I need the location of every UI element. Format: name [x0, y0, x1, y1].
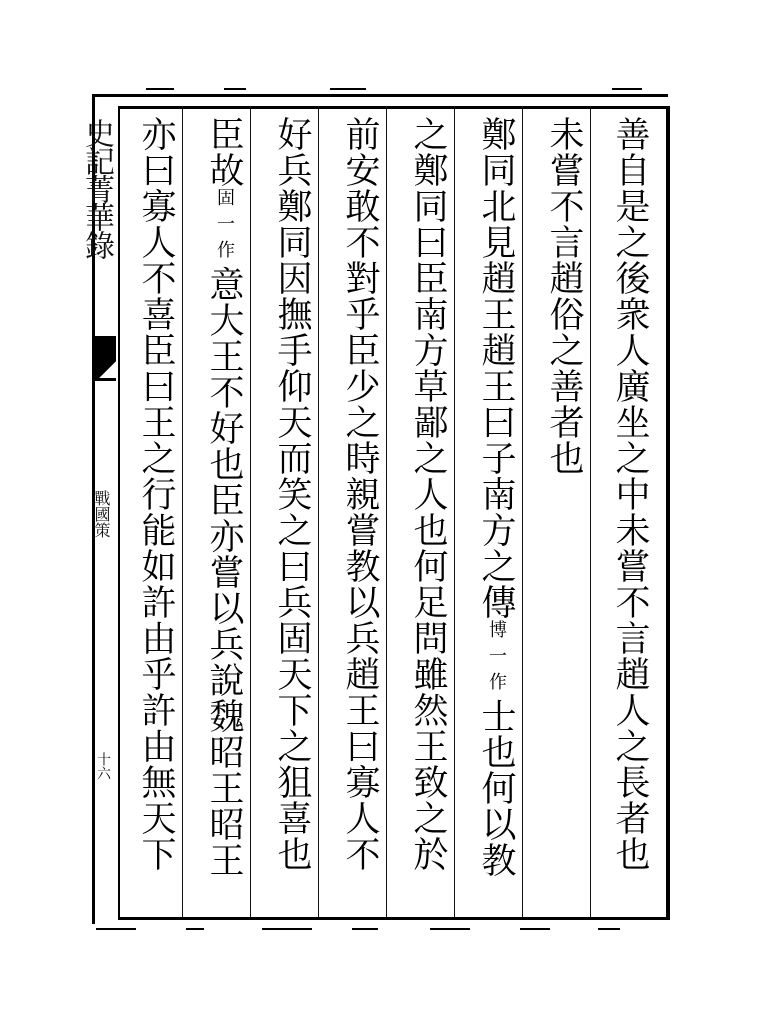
fore-edge-chapter: 戰國策 — [92, 490, 111, 538]
text-column-6: 好兵鄭同因撫手仰天而笑之曰兵固天下之狙喜也 — [272, 116, 312, 872]
interlinear-note: 博一作 — [486, 620, 507, 698]
top-rule-fragment — [330, 88, 366, 90]
column-text-main: 意大王不好也臣亦嘗以兵說魏昭王昭王 — [204, 266, 244, 878]
interlinear-note: 固一作 — [214, 188, 235, 266]
text-column-7 — [194, 116, 254, 916]
bottom-rule-fragment — [96, 928, 136, 930]
bottom-rule-fragment — [186, 928, 204, 930]
text-column-5: 前安敢不對乎臣少之時親嘗教以兵趙王曰寡人不 — [340, 116, 380, 872]
text-column-2: 未嘗不言趙俗之善者也 — [544, 116, 584, 476]
bottom-rule-fragment — [520, 928, 550, 930]
top-rule-fragment — [146, 88, 174, 90]
top-rule-fragment — [224, 88, 246, 90]
bottom-rule-fragment — [262, 928, 312, 930]
column-text-main: 士也何以教 — [476, 698, 516, 878]
bottom-rule-fragment — [352, 928, 378, 930]
fish-tail-rule — [92, 378, 116, 381]
column-text-main: 鄭同北見趙王趙王曰子南方之傳 — [476, 116, 516, 620]
bottom-rule-fragment — [430, 928, 470, 930]
bottom-rule-fragment — [598, 928, 620, 930]
text-column-4: 之鄭同曰臣南方草鄙之人也何足問雖然王致之於 — [408, 116, 448, 872]
text-column-8: 亦曰寡人不喜臣曰王之行能如許由乎許由無天下 — [136, 116, 176, 872]
fore-edge-page-number: 十六 — [95, 752, 111, 780]
fore-edge-book-title: 史記菁華錄 — [79, 118, 114, 258]
top-rule-fragment — [612, 88, 642, 90]
top-rule — [92, 94, 668, 97]
text-column-3 — [466, 116, 526, 916]
text-column-1: 善自是之後衆人廣坐之中未嘗不言趙人之長者也 — [610, 116, 650, 872]
column-text-main: 臣故 — [204, 116, 244, 188]
